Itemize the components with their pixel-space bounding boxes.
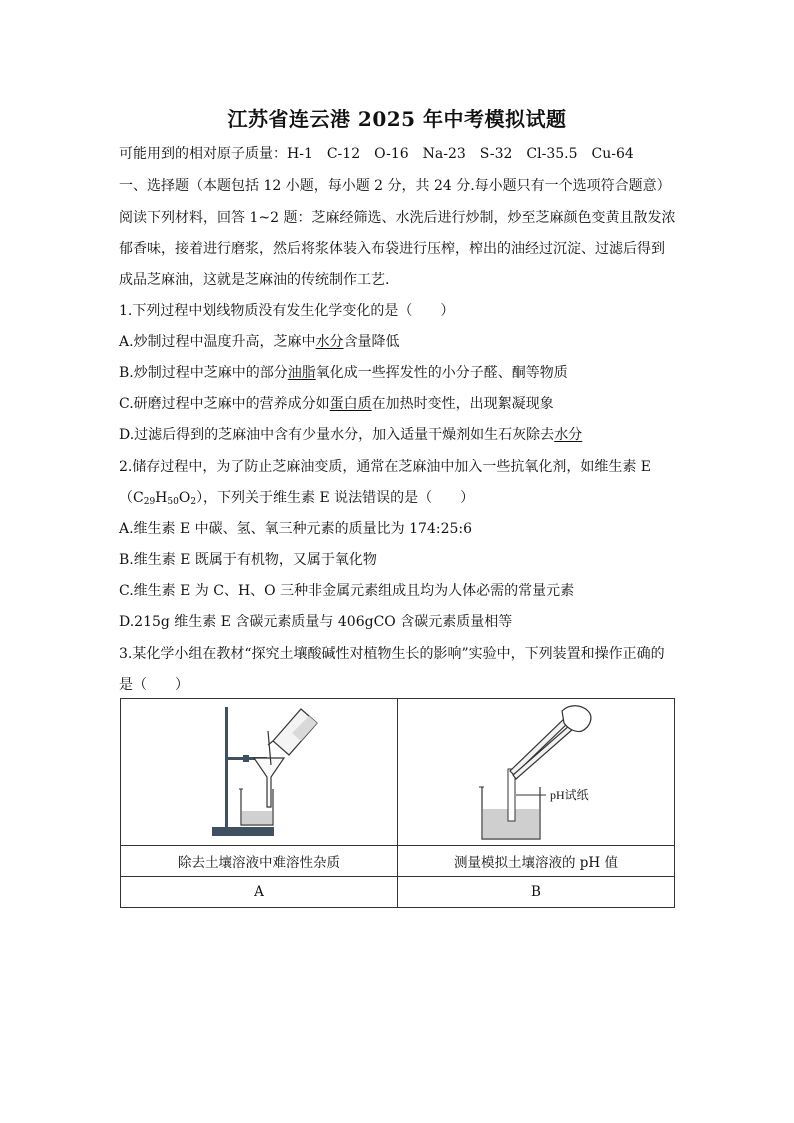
question-3-stem-line-2: 是（ ） (119, 677, 189, 693)
stand-rod (225, 707, 228, 829)
figure-a-label: A (121, 877, 398, 908)
question-1-option-b: B.炒制过程中芝麻中的部分油脂氧化成一些挥发性的小分子醛、酮等物质 (119, 365, 568, 381)
figure-a-caption: 除去土壤溶液中难溶性杂质 (121, 846, 398, 877)
question-2-stem-line-2: $(C_{29}H_{50}O_2)$，下列关于维生素 E 说法错误的是（ ） (119, 490, 475, 507)
question-1-option-a: A.炒制过程中温度升高，芝麻中水分含量降低 (119, 334, 400, 350)
figure-a-cell (121, 699, 398, 846)
reading-line-1: 阅读下列材料，回答 1~2 题：芝麻经筛选、水洗后进行炒制，炒至芝麻颜色变黄且散发浓 (119, 210, 676, 226)
question-3-stem-line-1: 3.某化学小组在教材“探究土壤酸碱性对植物生长的影响”实验中，下列装置和操作正确的 (119, 646, 665, 662)
clamp (243, 755, 249, 762)
question-1-stem: 1.下列过程中划线物质没有发生化学变化的是（ ） (119, 303, 455, 319)
figure-b-cell (398, 699, 675, 846)
question-2-option-b: B.维生素 E 既属于有机物，又属于氧化物 (119, 552, 377, 568)
stand-base (212, 827, 274, 836)
question-3-figure-table (120, 698, 675, 908)
question-1-option-d: D.过滤后得到的芝麻油中含有少量水分，加入适量干燥剂如生石灰除去水分 (119, 427, 583, 443)
tweezers-icon (510, 717, 573, 779)
question-1-option-c: C.研磨过程中芝麻中的营养成分如蛋白质在加热时变性，出现絮凝现象 (119, 396, 554, 412)
question-2-option-a: A.维生素 E 中碳、氢、氧三种元素的质量比为 174:25:6 (119, 521, 473, 537)
section-header: 一、选择题（本题包括 12 小题，每小题 2 分，共 24 分.每小题只有一个选项符合题意） (119, 178, 671, 194)
filtration-apparatus-illustration (121, 699, 397, 845)
figure-b-label: B (398, 877, 675, 908)
question-2-option-c: C.维生素 E 为 C、H、O 三种非金属元素组成且均为人体必需的常量元素 (119, 583, 575, 599)
funnel (254, 758, 284, 807)
ph-paper-label: pH试纸 (550, 788, 589, 802)
reading-line-2: 郁香味，接着进行磨浆，然后将浆体装入布袋进行压榨，榨出的油经过沉淀、过滤后得到 (119, 241, 665, 257)
pouring-beaker (268, 709, 317, 755)
reading-line-3: 成品芝麻油，这就是芝麻油的传统制作工艺. (119, 272, 390, 288)
question-2-option-d: D.215g 维生素 E 含碳元素质量与 406gCO 含碳元素质量相等 (119, 614, 513, 630)
figure-b-caption: 测量模拟土壤溶液的 pH 值 (398, 846, 675, 877)
question-2-stem-line-1: 2.储存过程中，为了防止芝麻油变质，通常在芝麻油中加入一些抗氧化剂，如维生素 E (119, 459, 652, 475)
atomic-masses: 可能用到的相对原子质量：H-1 C-12 O-16 Na-23 S-32 Cl-35.5 Cu-64 (119, 146, 634, 162)
page-title: 江苏省连云港 2025 年中考模拟试题 (227, 107, 567, 131)
ph-test-illustration (398, 699, 674, 845)
